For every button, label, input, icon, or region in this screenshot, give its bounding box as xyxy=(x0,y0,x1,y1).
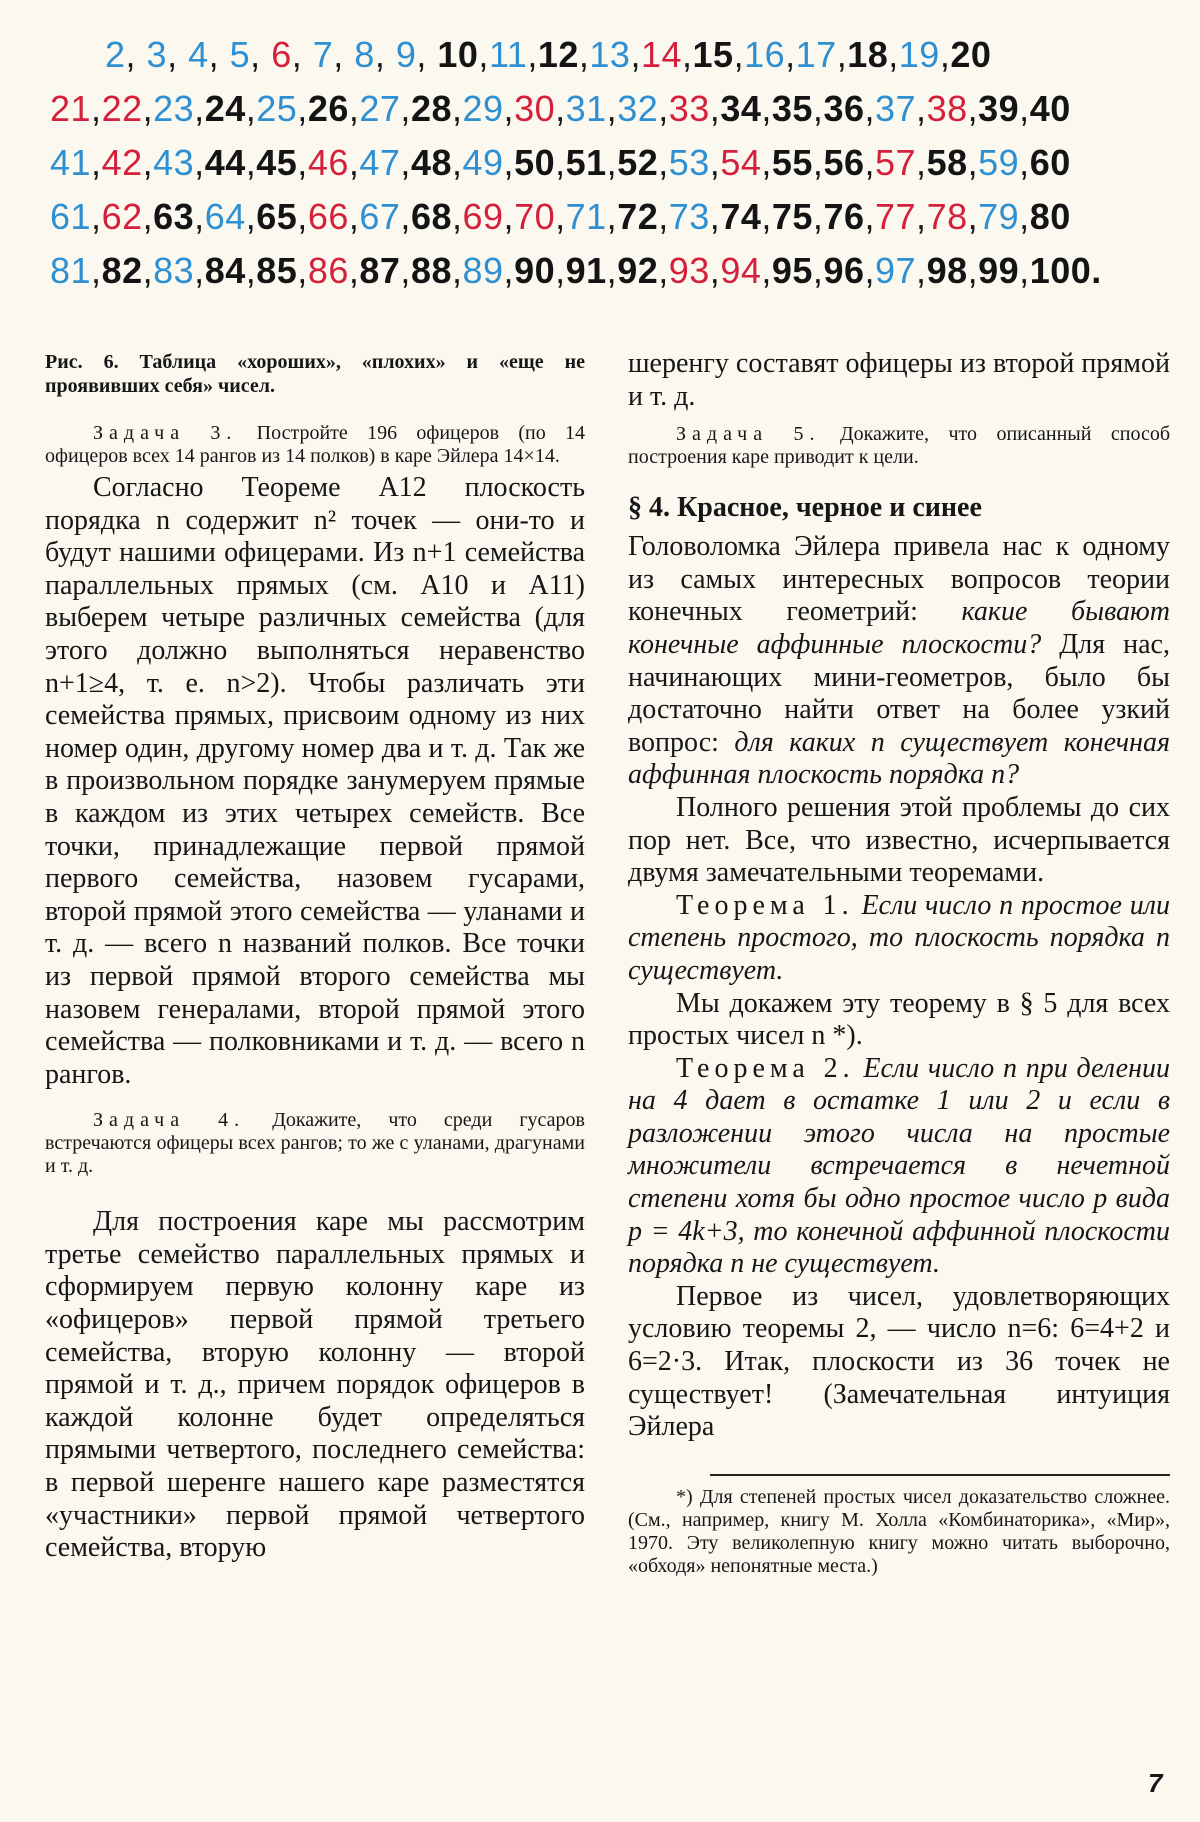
number-black: 68 xyxy=(410,196,452,237)
separator: , xyxy=(864,196,875,237)
separator: , xyxy=(709,250,721,291)
separator: , xyxy=(1019,250,1030,291)
separator: , xyxy=(630,34,641,75)
number-black: 84 xyxy=(204,250,246,291)
number-blue: 32 xyxy=(617,88,659,129)
number-blue: 37 xyxy=(875,88,917,129)
number-blue: 8 xyxy=(354,34,375,75)
number-blue: 19 xyxy=(898,34,940,75)
task-3-text: Постройте 196 офицеров (по 14 офицеров всех 14 рангов из 14 полков) в каре Эйлера 14×14. xyxy=(45,422,585,467)
separator: , xyxy=(555,142,566,183)
separator: , xyxy=(967,142,979,183)
number-red: 93 xyxy=(668,250,710,291)
number-red: 86 xyxy=(307,250,349,291)
separator: , xyxy=(451,250,463,291)
separator: , xyxy=(297,250,308,291)
theorem-2-text: Если число n при делении на 4 дает в остатке 1 или 2 и если в разложении этого числа на простые множители встречается в нечетной степени хотя бы одно простое число p вида p = 4k+3, то конечной аффинной плоскости порядка n не существует. xyxy=(628,1052,1170,1280)
separator: , xyxy=(91,250,102,291)
number-black: 96 xyxy=(823,250,865,291)
number-black: 65 xyxy=(256,196,298,237)
figure-caption: Рис. 6. Таблица «хороших», «плохих» и «еще не проявивших себя» чисел. xyxy=(45,351,585,397)
separator: , xyxy=(400,142,411,183)
separator: , xyxy=(1019,88,1030,129)
separator: , xyxy=(400,196,411,237)
separator: , xyxy=(208,34,230,75)
number-black: 50 xyxy=(514,142,556,183)
number-black: 85 xyxy=(256,250,298,291)
number-blue: 89 xyxy=(462,250,504,291)
number-blue: 5 xyxy=(229,34,251,75)
number-red: 33 xyxy=(668,88,710,129)
right-column xyxy=(628,348,1170,1578)
theorem-2-label: Теорема 2. xyxy=(676,1052,855,1084)
p1-part-a: Головоломка Эйлера привела нас к одному из самых интересных вопросов теории конечных геометрий: xyxy=(628,531,1170,628)
separator: , xyxy=(451,142,463,183)
separator: , xyxy=(503,250,515,291)
separator: , xyxy=(142,88,154,129)
number-black: 34 xyxy=(720,88,762,129)
number-black: 15 xyxy=(692,34,734,75)
separator: , xyxy=(836,34,848,75)
paragraph-euler-puzzle xyxy=(628,531,1170,792)
number-blue: 43 xyxy=(153,142,195,183)
page-number: 7 xyxy=(1148,1768,1163,1798)
number-red: 14 xyxy=(640,34,682,75)
number-blue: 31 xyxy=(565,88,607,129)
number-black: 52 xyxy=(617,142,659,183)
number-black: 60 xyxy=(1029,142,1071,183)
separator: , xyxy=(245,88,257,129)
separator: , xyxy=(606,142,618,183)
number-red: 22 xyxy=(101,88,143,129)
separator: , xyxy=(761,142,772,183)
number-blue: 29 xyxy=(462,88,504,129)
number-red: 69 xyxy=(462,196,504,237)
number-blue: 79 xyxy=(978,196,1020,237)
number-black: 24 xyxy=(204,88,246,129)
separator: , xyxy=(916,142,927,183)
task-4-text: Докажите, что среди гусаров встречаются офицеры всех рангов; то же с уланами, драгунами и т. д. xyxy=(45,1109,585,1178)
separator: , xyxy=(142,250,154,291)
number-blue: 23 xyxy=(153,88,195,129)
number-black: 76 xyxy=(823,196,865,237)
separator: , xyxy=(291,34,313,75)
number-black: 26 xyxy=(307,88,349,129)
number-red: 77 xyxy=(875,196,917,237)
number-black: 56 xyxy=(823,142,865,183)
separator: , xyxy=(142,196,154,237)
task-4 xyxy=(45,1109,585,1178)
number-blue: 81 xyxy=(50,250,92,291)
separator: , xyxy=(333,34,355,75)
number-black: 74 xyxy=(720,196,762,237)
separator: , xyxy=(916,88,927,129)
separator: , xyxy=(125,34,147,75)
number-table xyxy=(50,28,1170,298)
separator: , xyxy=(348,88,360,129)
number-red: 21 xyxy=(50,88,92,129)
separator: , xyxy=(1019,196,1030,237)
separator: , xyxy=(91,88,102,129)
separator: , xyxy=(606,88,618,129)
number-black: 12 xyxy=(537,34,579,75)
footnote: *) Для степеней простых чисел доказательство сложнее. (См., например, книгу М. Холла «Комбинаторика», «Мир», 1970. Эту великолепную книгу можно читать выборочно, «обходя» непонятные места.) xyxy=(628,1485,1170,1577)
separator: , xyxy=(967,88,979,129)
number-blue: 71 xyxy=(565,196,607,237)
number-blue: 67 xyxy=(359,196,401,237)
number-red: 42 xyxy=(101,142,143,183)
separator: , xyxy=(194,142,205,183)
number-black: 100. xyxy=(1029,250,1102,291)
separator: , xyxy=(916,196,927,237)
number-black: 95 xyxy=(771,250,813,291)
number-black: 48 xyxy=(410,142,452,183)
number-blue: 73 xyxy=(668,196,710,237)
number-red: 94 xyxy=(720,250,762,291)
separator: , xyxy=(967,196,979,237)
number-black: 39 xyxy=(978,88,1020,129)
separator: , xyxy=(245,250,257,291)
number-black: 51 xyxy=(565,142,607,183)
number-red: 54 xyxy=(720,142,762,183)
separator: , xyxy=(658,142,669,183)
separator: , xyxy=(167,34,189,75)
separator: , xyxy=(812,250,824,291)
number-black: 35 xyxy=(771,88,813,129)
separator: , xyxy=(451,196,463,237)
number-black: 20 xyxy=(950,34,992,75)
separator: , xyxy=(606,196,618,237)
number-blue: 47 xyxy=(359,142,401,183)
task-3 xyxy=(45,422,585,468)
separator: , xyxy=(297,196,308,237)
separator: , xyxy=(578,34,590,75)
separator: , xyxy=(1019,142,1030,183)
number-red: 6 xyxy=(271,34,292,75)
p1-part-c: Для нас, начинающих мини-геометров, было бы достаточно найти ответ на более узкий вопрос: xyxy=(628,628,1170,758)
number-black: 10 xyxy=(437,34,479,75)
separator: , xyxy=(888,34,899,75)
separator: , xyxy=(658,88,669,129)
number-row xyxy=(50,28,1170,82)
separator: , xyxy=(812,88,824,129)
number-black: 75 xyxy=(771,196,813,237)
separator: , xyxy=(297,142,308,183)
separator: , xyxy=(682,34,693,75)
number-black: 36 xyxy=(823,88,865,129)
separator: , xyxy=(91,142,102,183)
separator: , xyxy=(194,196,205,237)
task-5 xyxy=(628,423,1170,469)
separator: , xyxy=(864,88,875,129)
left-column xyxy=(45,350,585,1565)
separator: , xyxy=(658,250,669,291)
separator: , xyxy=(91,196,102,237)
number-black: 92 xyxy=(617,250,659,291)
number-black: 45 xyxy=(256,142,298,183)
task-5-text: Докажите, что описанный способ построения каре приводит к цели. xyxy=(628,423,1170,469)
separator: , xyxy=(658,196,669,237)
number-black: 98 xyxy=(926,250,968,291)
task-3-label: Задача 3. xyxy=(93,422,238,444)
number-red: 38 xyxy=(926,88,968,129)
number-blue: 25 xyxy=(256,88,298,129)
number-red: 30 xyxy=(514,88,556,129)
separator: , xyxy=(555,88,566,129)
number-blue: 64 xyxy=(204,196,246,237)
number-black: 55 xyxy=(771,142,813,183)
number-red: 62 xyxy=(101,196,143,237)
number-blue: 16 xyxy=(744,34,786,75)
number-blue: 83 xyxy=(153,250,195,291)
number-row xyxy=(50,82,1170,136)
paragraph-construction: Для построения каре мы рассмотрим третье семейство параллельных прямых и сформируем первую колонну каре из «офицеров» первой прямой третьего семейства, вторую колонну — второй прямой и т. д., причем порядок офицеров в каждой колонне будет определяться прямыми четвертого, последнего семейства: в первой шеренге нашего каре разместятся «участники» первой прямой четвертого семейства, вторую xyxy=(45,1206,585,1564)
number-red: 78 xyxy=(926,196,968,237)
number-black: 80 xyxy=(1029,196,1071,237)
paragraph-no-solution: Полного решения этой проблемы до сих пор нет. Все, что известно, исчерпывается двумя замечательными теоремами. xyxy=(628,791,1170,889)
number-blue: 7 xyxy=(312,34,334,75)
number-black: 82 xyxy=(101,250,143,291)
number-blue: 11 xyxy=(488,34,528,75)
separator: , xyxy=(555,250,566,291)
number-blue: 53 xyxy=(668,142,710,183)
number-blue: 41 xyxy=(50,142,92,183)
separator: , xyxy=(761,196,772,237)
number-blue: 61 xyxy=(50,196,92,237)
theorem-2 xyxy=(628,1053,1170,1281)
number-black: 72 xyxy=(617,196,659,237)
number-blue: 17 xyxy=(795,34,837,75)
number-black: 44 xyxy=(204,142,246,183)
paragraph-continuation: шеренгу составят офицеры из второй прямой и т. д. xyxy=(628,348,1170,412)
separator: , xyxy=(785,34,796,75)
number-black: 88 xyxy=(410,250,452,291)
number-blue: 3 xyxy=(146,34,168,75)
separator: , xyxy=(555,196,566,237)
number-black: 91 xyxy=(565,250,607,291)
number-black: 90 xyxy=(514,250,556,291)
number-black: 99 xyxy=(978,250,1020,291)
separator: , xyxy=(297,88,308,129)
separator: , xyxy=(864,142,875,183)
theorem-1-label: Теорема 1. xyxy=(676,889,854,921)
number-black: 18 xyxy=(847,34,889,75)
number-blue: 4 xyxy=(188,34,209,75)
separator: , xyxy=(348,250,360,291)
separator: , xyxy=(503,142,515,183)
number-row xyxy=(50,244,1170,298)
separator: , xyxy=(374,34,396,75)
number-row xyxy=(50,136,1170,190)
separator: , xyxy=(503,88,515,129)
number-red: 46 xyxy=(307,142,349,183)
separator: , xyxy=(812,196,824,237)
p1-question-2: для каких n существует конечная аффинная плоскость порядка n? xyxy=(628,726,1171,791)
task-5-label: Задача 5. xyxy=(676,423,821,446)
theorem-1 xyxy=(628,890,1170,988)
number-black: 63 xyxy=(153,196,195,237)
separator: , xyxy=(245,196,257,237)
separator: , xyxy=(400,88,411,129)
separator: , xyxy=(812,142,824,183)
number-blue: 49 xyxy=(462,142,504,183)
separator: , xyxy=(503,196,515,237)
separator: , xyxy=(250,34,272,75)
number-blue: 2 xyxy=(105,34,126,75)
separator: , xyxy=(142,142,154,183)
p1-question-1: какие бывают конечные аффинные плоскости? xyxy=(628,596,1170,660)
separator: , xyxy=(733,34,745,75)
separator: , xyxy=(416,34,438,75)
footnote-rule xyxy=(710,1474,1170,1476)
separator: , xyxy=(194,250,205,291)
number-black: 87 xyxy=(359,250,401,291)
number-black: 40 xyxy=(1029,88,1071,129)
separator: , xyxy=(761,88,772,129)
section-heading: § 4. Красное, черное и синее xyxy=(628,492,982,524)
separator: , xyxy=(761,250,772,291)
task-4-label: Задача 4. xyxy=(93,1109,246,1132)
theorem-1-text: Если число n простое или степень простого, то плоскость порядка n существует. xyxy=(628,889,1170,986)
paragraph-proof-note: Мы докажем эту теорему в § 5 для всех простых чисел n *). xyxy=(628,987,1170,1052)
number-blue: 97 xyxy=(875,250,917,291)
number-red: 57 xyxy=(875,142,917,183)
separator: , xyxy=(709,142,721,183)
separator: , xyxy=(400,250,411,291)
separator: , xyxy=(864,250,875,291)
separator: , xyxy=(478,34,489,75)
number-black: 58 xyxy=(926,142,968,183)
number-row xyxy=(50,190,1170,244)
number-blue: 59 xyxy=(978,142,1020,183)
separator: , xyxy=(709,88,721,129)
separator: , xyxy=(606,250,618,291)
separator: , xyxy=(245,142,257,183)
number-blue: 13 xyxy=(589,34,631,75)
separator: , xyxy=(348,196,360,237)
number-red: 66 xyxy=(307,196,349,237)
number-blue: 9 xyxy=(395,34,417,75)
paragraph-first-number: Первое из чисел, удовлетворяющих условию теоремы 2, — число n=6: 6=4+2 и 6=2·3. Итак, плоскости из 36 точек не существует! (Замечательная интуиция Эйлера xyxy=(628,1280,1170,1443)
separator: , xyxy=(194,88,205,129)
separator: , xyxy=(348,142,360,183)
number-blue: 27 xyxy=(359,88,401,129)
separator: , xyxy=(527,34,538,75)
separator: , xyxy=(967,250,979,291)
number-red: 70 xyxy=(514,196,556,237)
separator: , xyxy=(451,88,463,129)
paragraph-theorem-a12: Согласно Теореме А12 плоскость порядка n содержит n² точек — они-то и будут нашими офицерами. Из n+1 семейства параллельных прямых (см. А10 и А11) выберем четыре различных семейства (для этого должно выполняться неравенство n+1≥4, т. е. n>2). Чтобы различать эти семейства прямых, присвоим одному из них номер один, другому номер два и т. д. Так же в произвольном порядке занумеруем прямые в каждом из этих четырех семейств. Все точки, принадлежащие первой прямой первого семейства, назовем гусарами, второй прямой этого семейства — уланами и т. д. — всего n названий полков. Все точки из первой прямой второго семейства мы назовем генералами, второй прямой этого семейства — полковниками и т. д. — всего n рангов. xyxy=(45,472,585,1090)
separator: , xyxy=(939,34,951,75)
separator: , xyxy=(916,250,927,291)
number-black: 28 xyxy=(410,88,452,129)
separator: , xyxy=(709,196,721,237)
